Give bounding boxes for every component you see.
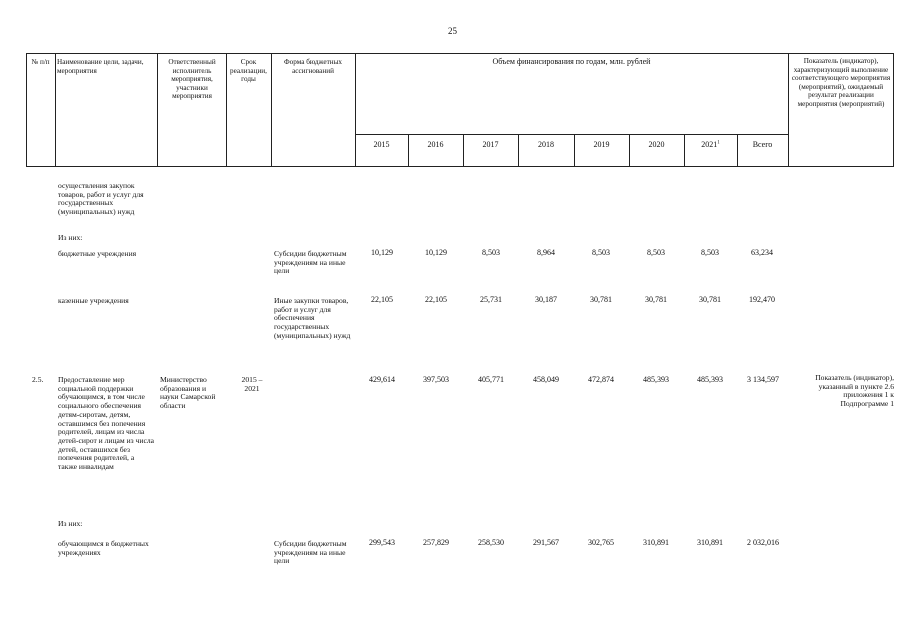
row-budget-name: бюджетные учреждения xyxy=(58,249,137,258)
value-cell: 258,530 xyxy=(478,538,504,547)
value-cell: 10,129 xyxy=(425,248,447,257)
year-2017: 2017 xyxy=(482,140,499,149)
col-divider xyxy=(463,134,464,166)
header-col-finance: Объем финансирования по годам, млн. рублей xyxy=(492,57,651,66)
value-cell: 299,543 xyxy=(369,538,395,547)
year-2016: 2016 xyxy=(427,140,444,149)
row-obuch-form: Субсидии бюджетным учреждениям на иные цели xyxy=(274,539,347,566)
value-cell: 291,567 xyxy=(533,538,559,547)
value-cell: 63,234 xyxy=(751,248,773,257)
col-divider xyxy=(355,53,356,166)
value-cell: 310,891 xyxy=(697,538,723,547)
value-cell: 30,781 xyxy=(590,295,612,304)
header-col-num: № п/п xyxy=(31,58,50,66)
iz-nih-label: Из них: xyxy=(58,233,83,242)
header-col-indicator: Показатель (индикатор), характеризующий выполнение соответствующего мероприятия (мероприятий), ожидаемый результат реализации мероприятия (мероприятий) xyxy=(791,57,891,108)
value-cell: 8,503 xyxy=(647,248,665,257)
value-cell: 2 032,016 xyxy=(747,538,779,547)
row-2-5-name: Предоставление мер социальной поддержки обучающимся, в том числе социального обеспечения детям-сиротам, детям, оставшимся без попечения родителей, лицам из числа детей-сирот и лицам из числа детей, оставшихся без попечения родителей, а также инвалидам xyxy=(58,375,154,472)
value-cell: 485,393 xyxy=(643,375,669,384)
row-2-5-term: 2015 – 2021 xyxy=(241,375,263,393)
year-2018: 2018 xyxy=(538,140,554,149)
col-divider xyxy=(55,53,56,166)
value-cell: 485,393 xyxy=(697,375,723,384)
col-divider xyxy=(157,53,158,166)
continued-text: осуществления закупок товаров, работ и услуг для государственных (муниципальных) нужд xyxy=(58,181,144,217)
value-cell: 429,614 xyxy=(369,375,395,384)
value-cell: 30,781 xyxy=(699,295,721,304)
value-cell: 192,470 xyxy=(749,295,775,304)
row-kazen-name: казенные учреждения xyxy=(58,296,129,305)
footnote-marker: 1 xyxy=(717,140,720,146)
col-divider xyxy=(737,134,738,166)
header-col-responsible: Ответственный исполнитель мероприятия, участники мероприятия xyxy=(168,58,216,101)
header-col-term: Срок реализации, годы xyxy=(230,58,267,84)
col-divider xyxy=(271,53,272,166)
row-2-5-indicator: Показатель (индикатор), указанный в пункте 2.6 приложения 1 к Подпрограмме 1 xyxy=(815,373,894,409)
col-divider xyxy=(408,134,409,166)
value-cell: 25,731 xyxy=(480,295,502,304)
value-cell: 22,105 xyxy=(425,295,447,304)
header-col-form: Форма бюджетных ассигнований xyxy=(283,58,343,75)
year-2020: 2020 xyxy=(648,140,665,149)
value-cell: 397,503 xyxy=(423,375,449,384)
header-bottom-border xyxy=(26,166,894,167)
year-2019: 2019 xyxy=(593,140,610,149)
value-cell: 302,765 xyxy=(588,538,614,547)
col-divider xyxy=(629,134,630,166)
value-cell: 30,187 xyxy=(535,295,557,304)
value-cell: 472,874 xyxy=(588,375,614,384)
col-divider xyxy=(788,53,789,166)
row-budget-form: Субсидии бюджетным учреждениям на иные цели xyxy=(274,249,347,276)
row-2-5-number: 2.5. xyxy=(32,375,44,384)
value-cell: 8,503 xyxy=(482,248,500,257)
iz-nih-label: Из них: xyxy=(58,519,83,528)
total-header: Всего xyxy=(752,140,773,149)
row-kazen-form: Иные закупки товаров, работ и услуг для обеспечения государственных (муниципальных) нужд xyxy=(274,296,351,340)
value-cell: 257,829 xyxy=(423,538,449,547)
col-divider xyxy=(893,53,894,166)
value-cell: 10,129 xyxy=(371,248,393,257)
years-top-border xyxy=(355,134,788,135)
value-cell: 8,503 xyxy=(592,248,610,257)
row-obuch-name: обучающимся в бюджетных учреждениях xyxy=(58,539,149,557)
value-cell: 22,105 xyxy=(371,295,393,304)
year-2015: 2015 xyxy=(373,140,390,149)
col-divider xyxy=(26,53,27,166)
value-cell: 8,964 xyxy=(537,248,555,257)
year-2021: 2021$^1$ xyxy=(701,140,720,149)
value-cell: 8,503 xyxy=(701,248,719,257)
value-cell: 458,049 xyxy=(533,375,559,384)
value-cell: 30,781 xyxy=(645,295,667,304)
col-divider xyxy=(518,134,519,166)
col-divider xyxy=(574,134,575,166)
row-2-5-responsible: Министерство образования и науки Самарской области xyxy=(160,375,216,411)
value-cell: 310,891 xyxy=(643,538,669,547)
page-number: 25 xyxy=(448,26,457,36)
value-cell: 3 134,597 xyxy=(747,375,779,384)
header-col-name: Наименование цели, задачи, мероприятия xyxy=(57,58,144,75)
value-cell: 405,771 xyxy=(478,375,504,384)
col-divider xyxy=(684,134,685,166)
